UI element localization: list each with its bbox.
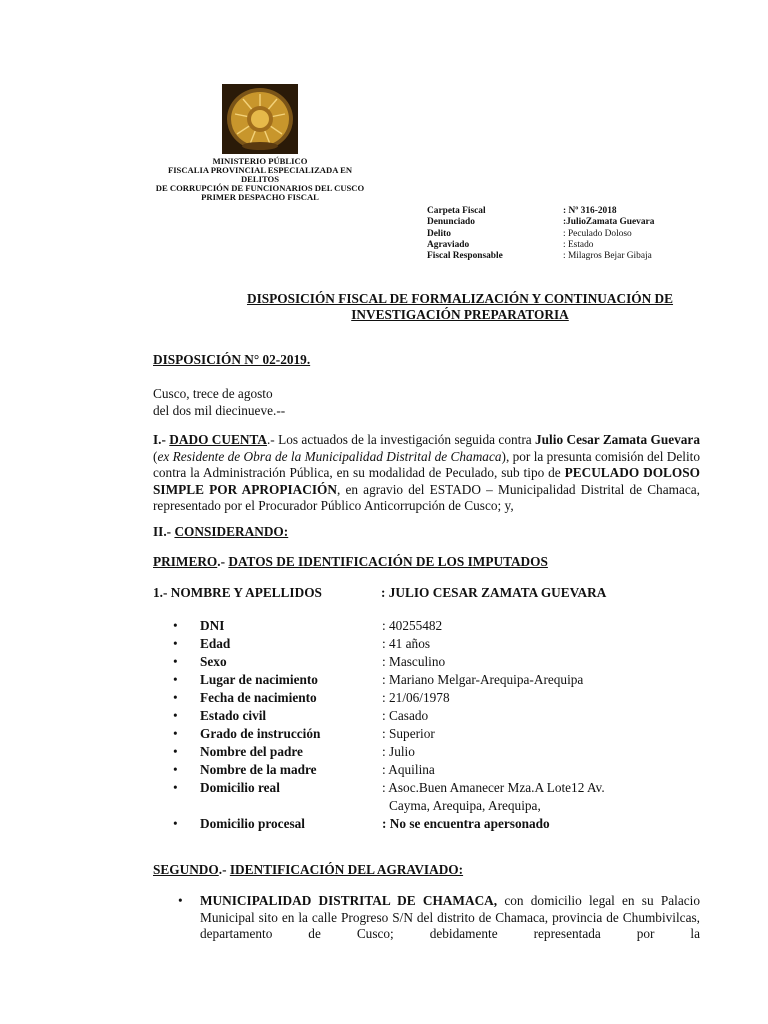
section-considerando — [153, 524, 288, 540]
detail-value: : Superior — [382, 726, 435, 741]
case-info-value: :JulioZamata Guevara — [563, 217, 655, 228]
bullet-icon: • — [173, 672, 178, 687]
case-info-row — [427, 229, 654, 240]
case-info-label: Agraviado — [427, 239, 470, 250]
detail-label: Fecha de nacimiento — [200, 690, 317, 705]
accused-role: ex Residente de Obra de la Municipalidad Distrital de Chamaca — [157, 448, 502, 464]
section-text: , en agravio del ESTADO – Municipalidad Distrital de Chamaca, representado por el Procurador Público Anticorrupción de Cusco; y, — [153, 481, 700, 514]
case-info-row — [427, 251, 654, 262]
aggrieved-party-description: con domicilio legal en su Palacio Municipal sito en la calle Progreso S/N del distrito de Chamaca, provincia de Chumbivilcas, departamento de Cusco; debidamente representada por la — [200, 893, 700, 941]
detail-label: Domicilio real — [200, 780, 280, 795]
case-info-value: : Nº 316-2018 — [563, 206, 617, 216]
institution-header — [150, 157, 370, 202]
detail-value: : 40255482 — [382, 618, 443, 633]
detail-label: Domicilio procesal — [200, 816, 306, 831]
detail-row-domicilio-real — [173, 779, 642, 815]
date-line: Cusco, trece de agosto — [153, 386, 273, 401]
bullet-icon: • — [173, 654, 178, 669]
detail-value: : 41 años — [382, 636, 431, 651]
bullet-icon: • — [173, 636, 178, 651]
case-info-row — [427, 217, 654, 228]
detail-value — [382, 779, 642, 815]
detail-value: : Mariano Melgar-Arequipa-Arequipa — [382, 672, 584, 687]
detail-row-grado-instruccion — [173, 725, 642, 743]
detail-label: Estado civil — [200, 708, 267, 723]
bullet-icon: • — [173, 690, 178, 705]
section-heading: CONSIDERANDO: — [174, 524, 289, 539]
case-info-block — [427, 206, 654, 262]
bullet-icon: • — [173, 726, 178, 741]
detail-row-domicilio-procesal — [173, 815, 642, 833]
document-date — [153, 386, 285, 419]
section-text: ), por la presunta comisión del Delito contra la Administración Pública, en su modalidad de Peculado, sub tipo de — [153, 448, 700, 481]
detail-row-lugar-nacimiento — [173, 671, 642, 689]
section-number: II.- — [153, 524, 175, 539]
date-line: del dos mil diecinueve.-- — [153, 402, 286, 418]
document-title — [150, 291, 768, 322]
detail-label: Edad — [200, 636, 231, 651]
institution-line: MINISTERIO PÚBLICO — [212, 156, 308, 166]
institution-line: FISCALIA PROVINCIAL ESPECIALIZADA EN DELITOS — [167, 165, 353, 184]
seal-icon — [222, 84, 298, 154]
aggrieved-party-item — [178, 893, 700, 943]
section-text: ( — [153, 448, 158, 464]
detail-row-estado-civil — [173, 707, 642, 725]
bullet-icon: • — [173, 744, 178, 759]
bullet-icon: • — [178, 893, 183, 908]
detail-value: : Julio — [382, 744, 415, 759]
case-info-label: Fiscal Responsable — [427, 251, 503, 262]
detail-label: Nombre de la madre — [200, 762, 317, 777]
accused-details-list — [173, 617, 642, 833]
disposition-number: DISPOSICIÓN N° 02-2019. — [153, 352, 311, 367]
subsection-sep: .- — [218, 862, 230, 877]
detail-label: Grado de instrucción — [200, 726, 321, 741]
case-info-value: : Estado — [563, 239, 594, 250]
detail-label: Lugar de nacimiento — [200, 672, 318, 687]
accused-name: Julio Cesar Zamata Guevara — [535, 432, 700, 447]
subsection-primero — [153, 554, 548, 570]
institution-line: DE CORRUPCIÓN DE FUNCIONARIOS DEL CUSCO — [155, 183, 365, 193]
address-line: Cayma, Arequipa, Arequipa, — [389, 798, 541, 813]
subsection-heading: IDENTIFICACIÓN DEL AGRAVIADO: — [229, 862, 464, 877]
institution-seal-logo — [222, 84, 298, 154]
aggrieved-party-text — [200, 893, 700, 943]
case-info-value: : Peculado Doloso — [563, 228, 632, 239]
section-text: .- Los actuados de la investigación seguida contra — [266, 432, 536, 447]
detail-value: : Aquilina — [382, 762, 435, 777]
section-dado-cuenta — [153, 432, 700, 515]
institution-line: PRIMER DESPACHO FISCAL — [201, 192, 319, 202]
case-info-row — [427, 206, 654, 217]
detail-value: : Casado — [382, 708, 429, 723]
document-title-line: INVESTIGACIÓN PREPARATORIA — [351, 306, 569, 322]
case-info-value: : Milagros Bejar Gibaja — [563, 251, 652, 262]
bullet-icon: • — [173, 618, 178, 633]
detail-row-nombre-padre — [173, 743, 642, 761]
detail-label: Nombre del padre — [200, 744, 303, 759]
detail-row-dni — [173, 617, 642, 635]
subsection-label: PRIMERO — [153, 554, 218, 569]
detail-label: Sexo — [200, 654, 227, 669]
subsection-heading: DATOS DE IDENTIFICACIÓN DE LOS IMPUTADOS — [228, 554, 548, 569]
section-number: I.- — [153, 432, 170, 447]
detail-row-nombre-madre — [173, 761, 642, 779]
accused-name-value: : JULIO CESAR ZAMATA GUEVARA — [381, 585, 607, 600]
case-info-label: Delito — [427, 228, 451, 239]
case-info-row — [427, 240, 654, 251]
address-line: : Asoc.Buen Amanecer Mza.A Lote12 Av. — [382, 780, 605, 795]
case-info-label: Carpeta Fiscal — [427, 206, 486, 216]
subsection-segundo — [153, 862, 463, 878]
detail-row-sexo — [173, 653, 642, 671]
case-info-label: Denunciado — [427, 217, 475, 228]
document-title-line: DISPOSICIÓN FISCAL DE FORMALIZACIÓN Y CONTINUACIÓN DE — [246, 291, 674, 306]
subsection-label: SEGUNDO — [153, 862, 219, 877]
bullet-icon: • — [173, 816, 178, 831]
section-heading: DADO CUENTA — [169, 432, 267, 447]
detail-value: : No se encuentra apersonado — [382, 816, 550, 831]
detail-value: : 21/06/1978 — [382, 690, 450, 705]
detail-label: DNI — [200, 618, 225, 633]
bullet-icon: • — [173, 780, 178, 795]
subsection-sep: .- — [217, 554, 229, 569]
accused-name-label: 1.- NOMBRE Y APELLIDOS — [153, 585, 322, 600]
detail-row-edad — [173, 635, 642, 653]
accused-full-name-row — [153, 585, 606, 601]
detail-row-fecha-nacimiento — [173, 689, 642, 707]
detail-value: : Masculino — [382, 654, 446, 669]
aggrieved-party-name: MUNICIPALIDAD DISTRITAL DE CHAMACA, — [200, 893, 498, 908]
bullet-icon: • — [173, 762, 178, 777]
crime-type: PECULADO DOLOSO SIMPLE POR APROPIACIÓN — [153, 465, 700, 497]
bullet-icon: • — [173, 708, 178, 723]
